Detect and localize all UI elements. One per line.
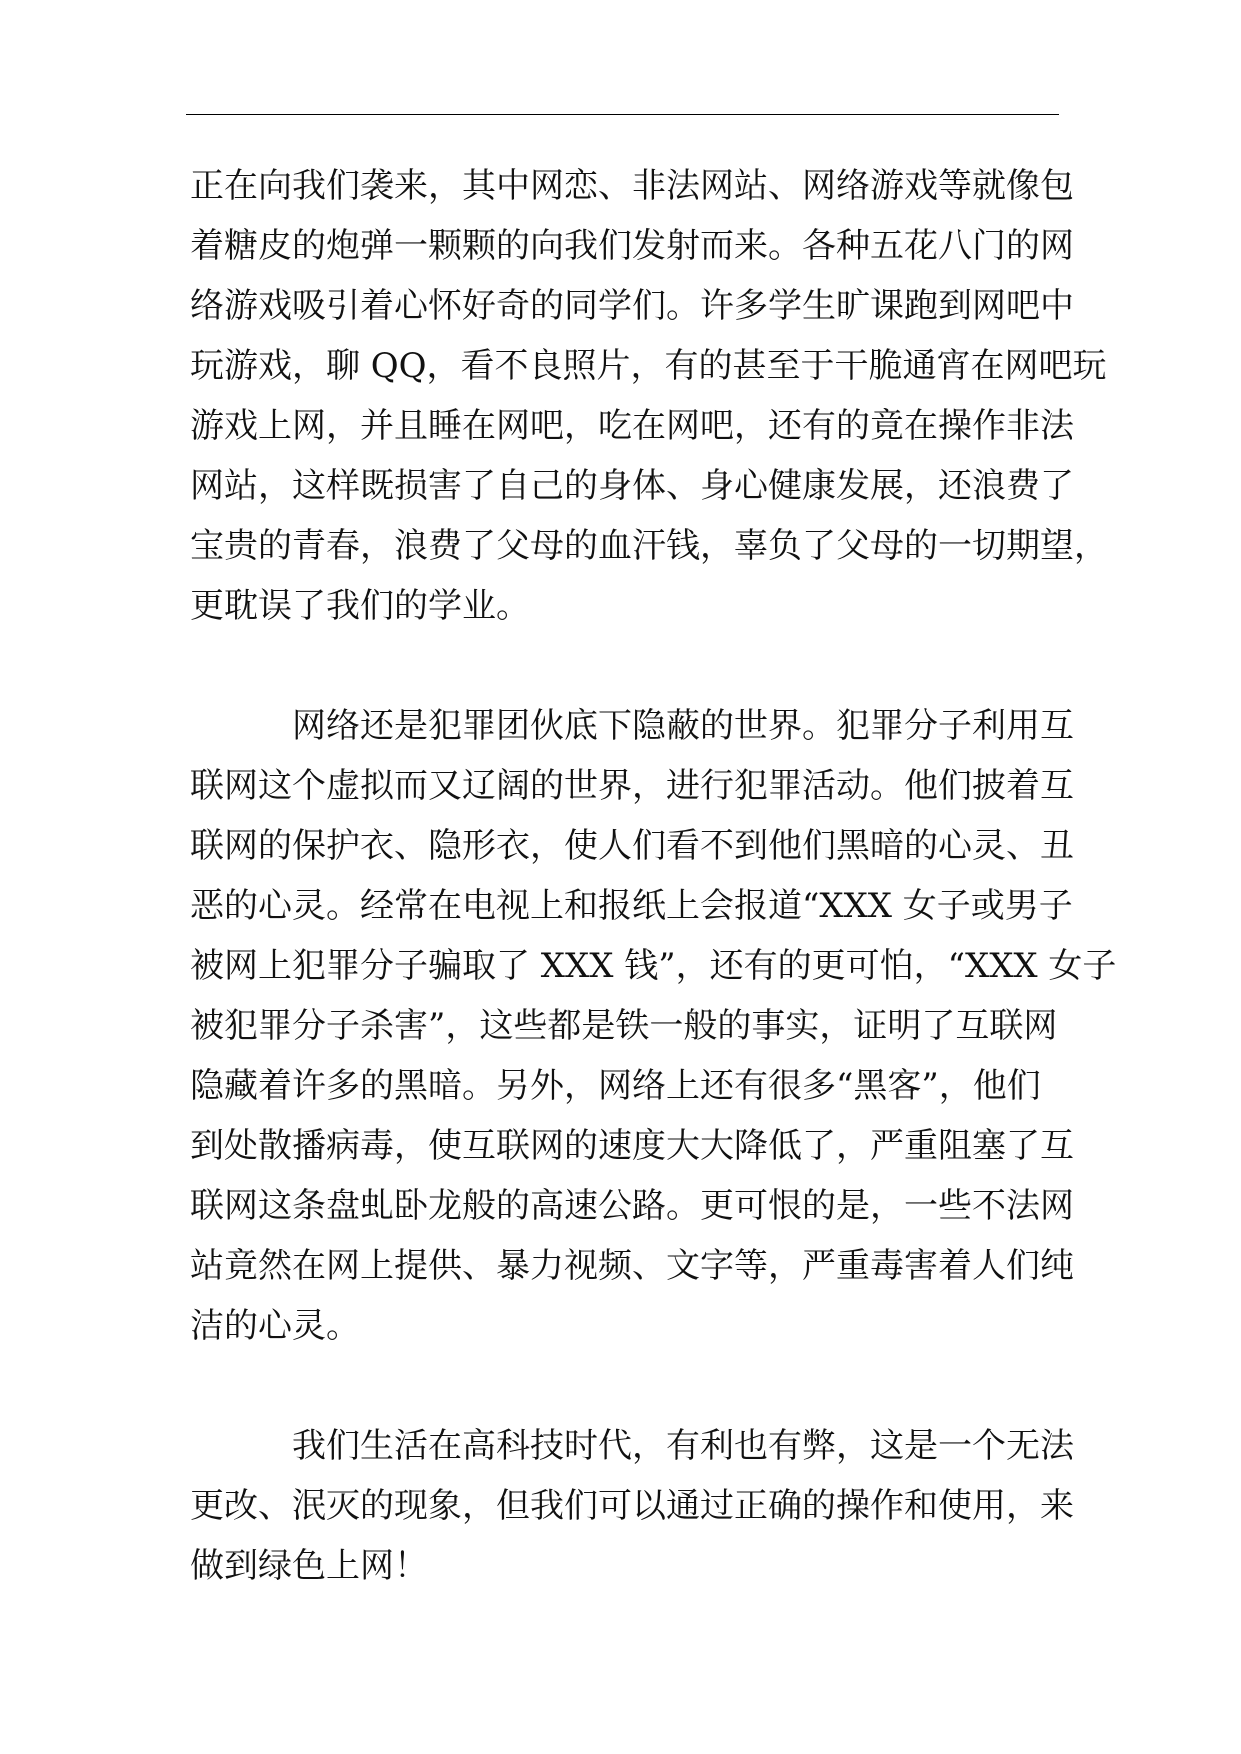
text-line: 玩游戏，聊 QQ，看不良照片，有的甚至于干脆通宵在网吧玩 bbox=[190, 346, 1107, 386]
paragraph-2 bbox=[190, 696, 1117, 1356]
text-line: 被网上犯罪分子骗取了 XXX 钱”，还有的更可怕，“XXX 女子 bbox=[190, 946, 1117, 986]
text-line: 联网这条盘虬卧龙般的高速公路。更可恨的是，一些不法网 bbox=[190, 1186, 1074, 1226]
paragraph-gap bbox=[190, 636, 1050, 696]
paragraph-gap bbox=[190, 1356, 1050, 1416]
document-body bbox=[190, 156, 1117, 1596]
text-line: 宝贵的青春，浪费了父母的血汗钱，辜负了父母的一切期望， bbox=[190, 526, 1108, 566]
text-line: 网络还是犯罪团伙底下隐蔽的世界。犯罪分子利用互 bbox=[292, 706, 1074, 746]
text-line: 着糖皮的炮弹一颗颗的向我们发射而来。各种五花八门的网 bbox=[190, 226, 1074, 266]
text-line: 更耽误了我们的学业。 bbox=[190, 586, 530, 626]
text-line: 网站，这样既损害了自己的身体、身心健康发展，还浪费了 bbox=[190, 466, 1074, 506]
text-line: 游戏上网，并且睡在网吧，吃在网吧，还有的竟在操作非法 bbox=[190, 406, 1074, 446]
text-line: 正在向我们袭来，其中网恋、非法网站、网络游戏等就像包 bbox=[190, 166, 1074, 206]
text-line: 联网的保护衣、隐形衣，使人们看不到他们黑暗的心灵、丑 bbox=[190, 826, 1074, 866]
paragraph-1 bbox=[190, 156, 1108, 636]
text-line: 站竟然在网上提供、暴力视频、文字等，严重毒害着人们纯 bbox=[190, 1246, 1074, 1286]
header-rule bbox=[186, 114, 1059, 115]
text-line: 做到绿色上网！ bbox=[190, 1546, 428, 1586]
text-line-first bbox=[190, 696, 1074, 756]
text-line: 恶的心灵。经常在电视上和报纸上会报道“XXX 女子或男子 bbox=[190, 886, 1073, 926]
text-line-first bbox=[190, 1416, 1074, 1476]
text-line: 被犯罪分子杀害”，这些都是铁一般的事实，证明了互联网 bbox=[190, 1006, 1058, 1046]
paragraph-3 bbox=[190, 1416, 1074, 1596]
text-line: 联网这个虚拟而又辽阔的世界，进行犯罪活动。他们披着互 bbox=[190, 766, 1074, 806]
text-line: 到处散播病毒，使互联网的速度大大降低了，严重阻塞了互 bbox=[190, 1126, 1074, 1166]
text-line: 我们生活在高科技时代，有利也有弊，这是一个无法 bbox=[292, 1426, 1074, 1466]
text-line: 络游戏吸引着心怀好奇的同学们。许多学生旷课跑到网吧中 bbox=[190, 286, 1074, 326]
text-line: 隐藏着许多的黑暗。另外，网络上还有很多“黑客”，他们 bbox=[190, 1066, 1041, 1106]
text-line: 洁的心灵。 bbox=[190, 1306, 360, 1346]
text-line: 更改、泯灭的现象，但我们可以通过正确的操作和使用，来 bbox=[190, 1486, 1074, 1526]
